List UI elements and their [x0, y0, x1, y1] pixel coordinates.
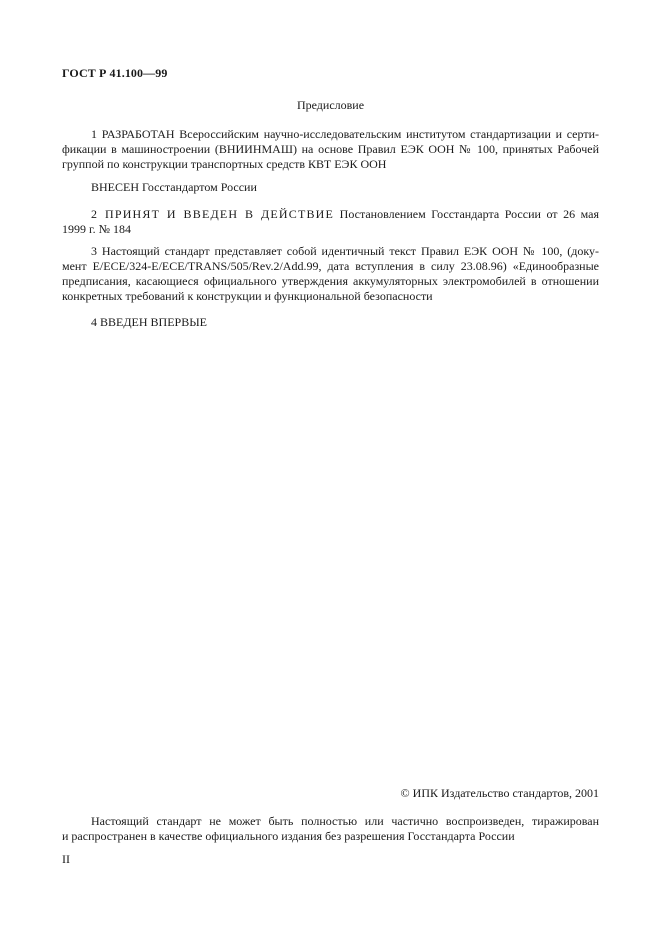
item-4-first-introduced: [62, 315, 599, 330]
item-3-line-3: предписания, касающиеся официального утверждения аккумуляторных электромобилей в отношении: [62, 274, 599, 288]
item-1-line-2: фикации в машиностроении (ВНИИНМАШ) на основе Правил ЕЭК ООН № 100, принятых Рабочей: [62, 142, 599, 156]
reproduction-rights-notice: [62, 814, 599, 844]
item-3-line-1: 3 Настоящий стандарт представляет собой идентичный текст Правил ЕЭК ООН № 100, (доку-: [91, 244, 599, 258]
copyright-notice: © ИПК Издательство стандартов, 2001: [400, 786, 599, 800]
item-introduced-text: ВНЕСЕН Госстандартом России: [91, 180, 257, 194]
item-2-lead: 2 ПРИНЯТ И ВВЕДЕН В ДЕЙСТВИЕ: [91, 207, 335, 221]
item-3-line-2: мент E/ECE/324-E/ECE/TRANS/505/Rev.2/Add.99, дата вступления в силу 23.08.96) «Единообразные: [62, 259, 599, 273]
item-2-rest: Постановлением Госстандарта России от 26 мая: [339, 207, 600, 221]
rights-line-1: Настоящий стандарт не может быть полностью или частично воспроизведен, тиражирован: [91, 814, 599, 828]
item-1-line-3: группой по конструкции транспортных средств КВТ ЕЭК ООН: [62, 157, 387, 171]
document-code-header: ГОСТ Р 41.100—99: [62, 66, 168, 80]
item-4-text: 4 ВВЕДЕН ВПЕРВЫЕ: [91, 315, 207, 329]
item-1-line-1: 1 РАЗРАБОТАН Всероссийским научно-исследовательским институтом стандартизации и серти-: [91, 127, 599, 141]
item-3-line-4: конкретных требований к конструкции и функциональной безопасности: [62, 289, 433, 303]
page-number: II: [62, 852, 70, 866]
item-2-adopted: [62, 207, 599, 237]
item-2-line-2: 1999 г. № 184: [62, 222, 132, 236]
item-3-identical-text: [62, 244, 599, 304]
item-introduced: [62, 180, 599, 195]
item-1-developed: [62, 127, 599, 172]
item-2-line-1: [62, 207, 599, 222]
preface-title: Предисловие: [296, 98, 365, 112]
rights-line-2: и распространен в качестве официального издания без разрешения Госстандарта России: [62, 829, 515, 843]
